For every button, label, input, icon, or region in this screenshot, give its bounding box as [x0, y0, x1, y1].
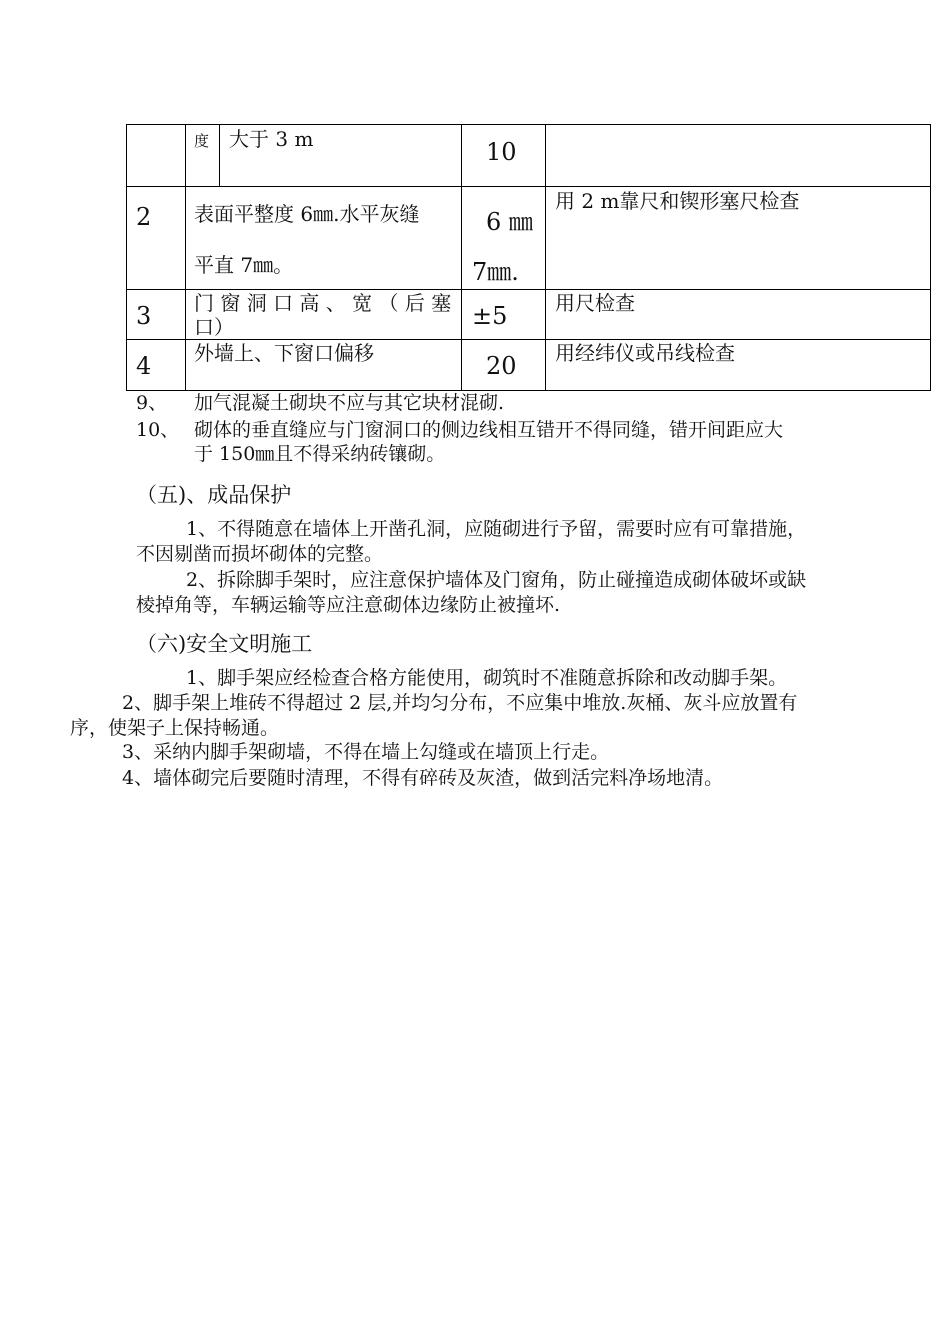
table-cell-item: 门 窗 洞 口 高 、 宽 （ 后 塞 [194, 291, 452, 315]
table-cell-item: 大于 3 m [229, 127, 314, 151]
paragraph-line: 序，使架子上保持畅通。 [70, 717, 280, 739]
table-cell-method: 用尺检查 [555, 291, 635, 315]
table-cell-value: ±5 [472, 302, 508, 330]
table-cell-value: 6 ㎜ [486, 208, 533, 236]
paragraph-line: 2、拆除脚手架时，应注意保护墙体及门窗角，防止碰撞造成砌体破坏或缺 [186, 569, 807, 591]
list-item-text: 加气混凝土砌块不应与其它块材混砌. [194, 392, 505, 414]
table-cell-method: 用经纬仪或吊线检查 [555, 341, 735, 365]
table-cell-value: 7㎜. [472, 258, 519, 286]
table-cell-item: 口） [194, 315, 234, 339]
list-item-text: 于 150㎜且不得采纳砖镶砌。 [194, 443, 446, 465]
paragraph-line: 不因剔凿而损坏砌体的完整。 [136, 543, 384, 565]
list-item-number: 10、 [136, 419, 180, 441]
paragraph-line: 1、脚手架应经检查合格方能使用，砌筑时不准随意拆除和改动脚手架。 [186, 667, 788, 689]
list-item-number: 9、 [136, 392, 168, 414]
table-cell-value: 20 [486, 352, 517, 380]
table-cell-method: 用 2 m靠尺和锲形塞尺检查 [555, 189, 800, 213]
paragraph-line: 1、不得随意在墙体上开凿孔洞，应随砌进行予留，需要时应有可靠措施， [186, 518, 807, 540]
table-cell-no: 2 [136, 203, 152, 231]
table-cell-sub: 度 [194, 132, 210, 150]
paragraph-line: 2、脚手架上堆砖不得超过 2 层,并均匀分布，不应集中堆放.灰桶、灰斗应放置有 [122, 692, 798, 714]
section-heading: （六)安全文明施工 [136, 632, 313, 656]
paragraph-line: 棱掉角等，车辆运输等应注意砌体边缘防止被撞坏. [136, 594, 561, 616]
section-heading: （五)、成品保护 [136, 483, 292, 507]
paragraph-line: 3、采纳内脚手架砌墙，不得在墙上勾缝或在墙顶上行走。 [122, 741, 610, 763]
table-cell-item: 表面平整度 6㎜.水平灰缝 [194, 202, 420, 226]
table-cell-item: 外墙上、下窗口偏移 [194, 341, 374, 365]
table-cell-item: 平直 7㎜。 [194, 253, 294, 277]
list-item-text: 砌体的垂直缝应与门窗洞口的侧边线相互错开不得同缝，错开间距应大 [194, 419, 784, 441]
paragraph-line: 4、墙体砌完后要随时清理，不得有碎砖及灰渣，做到活完料净场地清。 [122, 767, 724, 789]
table-cell-value: 10 [486, 138, 517, 166]
table-cell-no: 3 [136, 302, 152, 330]
table-cell-no: 4 [136, 352, 152, 380]
